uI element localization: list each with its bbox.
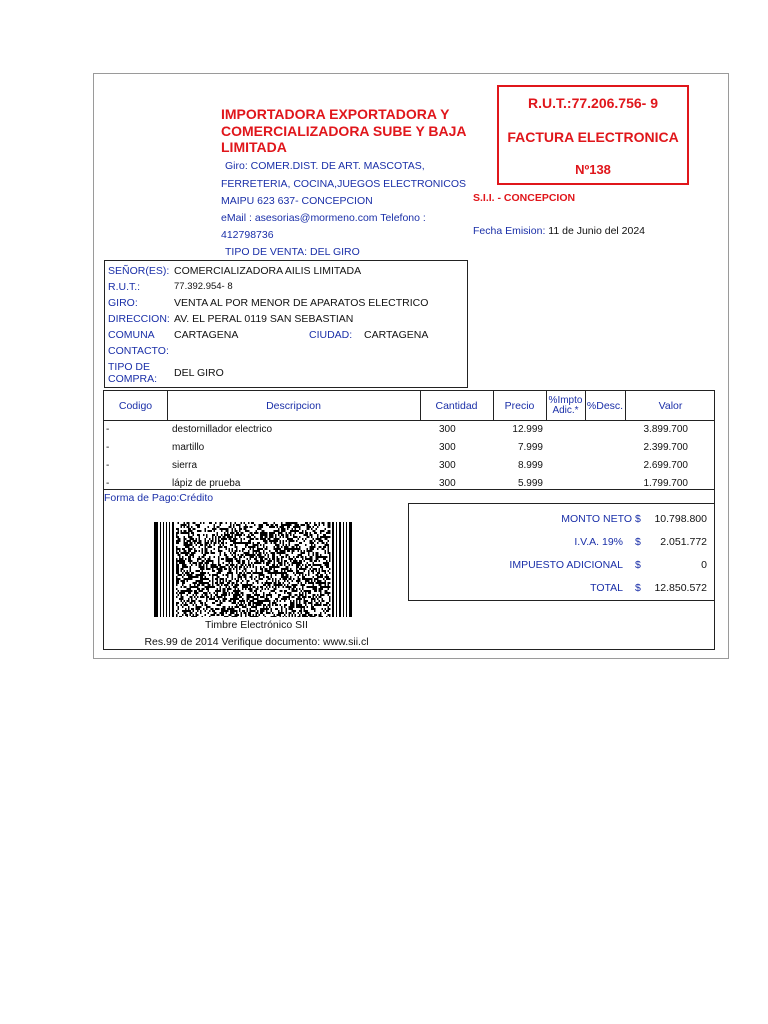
items-table [103, 390, 715, 490]
rut-value: 77.392.954- 8 [174, 281, 233, 292]
cell-valor: 2.399.700 [643, 442, 688, 453]
header-cantidad: Cantidad [435, 399, 478, 412]
payment-method: Forma de Pago:Crédito [104, 492, 214, 504]
total-label: TOTAL [590, 582, 623, 594]
ciudad-value: CARTAGENA [364, 329, 429, 341]
cell-descripcion: martillo [172, 442, 205, 453]
cell-valor: 1.799.700 [643, 478, 688, 489]
cell-cantidad: 300 [439, 424, 456, 435]
issuer-giro-line2: FERRETERIA, COCINA,JUEGOS ELECTRONICOS [221, 178, 467, 190]
totals-box [408, 503, 715, 601]
header-impto-line1: %Impto [548, 394, 583, 406]
issuer-phone: 412798736 [221, 229, 274, 241]
pdf417-barcode [154, 522, 352, 617]
rut-box [497, 85, 689, 185]
iva-label: I.V.A. 19% [574, 536, 623, 548]
cell-cantidad: 300 [439, 478, 456, 489]
cell-descripcion: destornillador electrico [172, 424, 273, 435]
currency-symbol: $ [635, 536, 641, 548]
header-desc: %Desc. [586, 399, 624, 412]
doc-number: Nº138 [575, 162, 611, 177]
cell-precio: 7.999 [517, 442, 543, 453]
currency-symbol: $ [635, 582, 641, 594]
cell-descripcion: sierra [172, 460, 198, 471]
header-impto-line2: Adic.* [552, 404, 579, 416]
date-value: 11 de Junio del 2024 [548, 225, 646, 237]
tipo-compra-label1: TIPO DE [108, 361, 151, 373]
currency-symbol: $ [635, 559, 641, 571]
issuer-giro-line1: Giro: COMER.DIST. DE ART. MASCOTAS, [225, 160, 425, 172]
currency-symbol: $ [635, 513, 641, 525]
total-row-neto [409, 511, 714, 529]
table-row [104, 457, 714, 475]
timbre-line1: Timbre Electrónico SII [205, 619, 308, 631]
adicional-label: IMPUESTO ADICIONAL [509, 559, 623, 571]
table-header [104, 391, 714, 421]
senores-value: COMERCIALIZADORA AILIS LIMITADA [174, 265, 362, 277]
rut-label: R.U.T.: [108, 281, 141, 293]
table-row [104, 421, 714, 439]
contacto-label: CONTACTO: [108, 345, 169, 357]
cell-codigo: - [106, 460, 110, 471]
adicional-value: 0 [701, 559, 707, 571]
doc-rut: R.U.T.:77.206.756- 9 [528, 95, 658, 111]
total-value: 12.850.572 [654, 582, 707, 594]
tipo-compra-label2: COMPRA: [108, 373, 158, 385]
total-row-adicional [409, 557, 714, 575]
neto-value: 10.798.800 [654, 513, 707, 525]
issuer-sale-type: TIPO DE VENTA: DEL GIRO [225, 246, 360, 258]
doc-type: FACTURA ELECTRONICA [507, 129, 679, 145]
header-valor: Valor [658, 399, 683, 412]
comuna-value: CARTAGENA [174, 329, 239, 341]
cell-codigo: - [106, 442, 110, 453]
cell-valor: 3.899.700 [643, 424, 688, 435]
issuer-address: MAIPU 623 637- CONCEPCION [221, 195, 373, 207]
tipo-compra-value: DEL GIRO [174, 367, 224, 379]
issuer-email: eMail : asesorias@mormeno.com Telefono : [221, 212, 426, 224]
timbre-line2: Res.99 de 2014 Verifique documento: www.sii.cl [144, 636, 369, 648]
sii-office: S.I.I. - CONCEPCION [473, 192, 576, 204]
direccion-label: DIRECCION: [108, 313, 170, 325]
client-box [104, 260, 468, 388]
cell-descripcion: lápiz de prueba [172, 478, 241, 489]
comuna-label: COMUNA [108, 329, 155, 341]
cell-valor: 2.699.700 [643, 460, 688, 471]
header-precio: Precio [504, 399, 535, 412]
emission-date [473, 225, 645, 237]
header-codigo: Codigo [118, 399, 153, 412]
giro-label: GIRO: [108, 297, 138, 309]
cell-cantidad: 300 [439, 460, 456, 471]
cell-precio: 8.999 [517, 460, 543, 471]
header-impto [546, 391, 585, 420]
table-row [104, 439, 714, 457]
total-row-total [409, 580, 714, 598]
total-row-iva [409, 534, 714, 552]
cell-precio: 5.999 [517, 478, 543, 489]
header-descripcion: Descripcion [266, 399, 321, 412]
date-label: Fecha Emision: [473, 225, 546, 237]
direccion-value: AV. EL PERAL 0119 SAN SEBASTIAN [174, 313, 354, 325]
cell-codigo: - [106, 478, 110, 489]
neto-label: MONTO NETO [561, 513, 632, 525]
issuer-name: IMPORTADORA EXPORTADORA Y COMERCIALIZADORA SUBE Y BAJA LIMITADA [221, 106, 467, 155]
cell-codigo: - [106, 424, 110, 435]
iva-value: 2.051.772 [660, 536, 707, 548]
senores-label: SEÑOR(ES): [108, 265, 170, 277]
cell-precio: 12.999 [512, 424, 543, 435]
cell-cantidad: 300 [439, 442, 456, 453]
giro-value: VENTA AL POR MENOR DE APARATOS ELECTRICO [174, 297, 429, 309]
ciudad-label: CIUDAD: [309, 329, 353, 341]
